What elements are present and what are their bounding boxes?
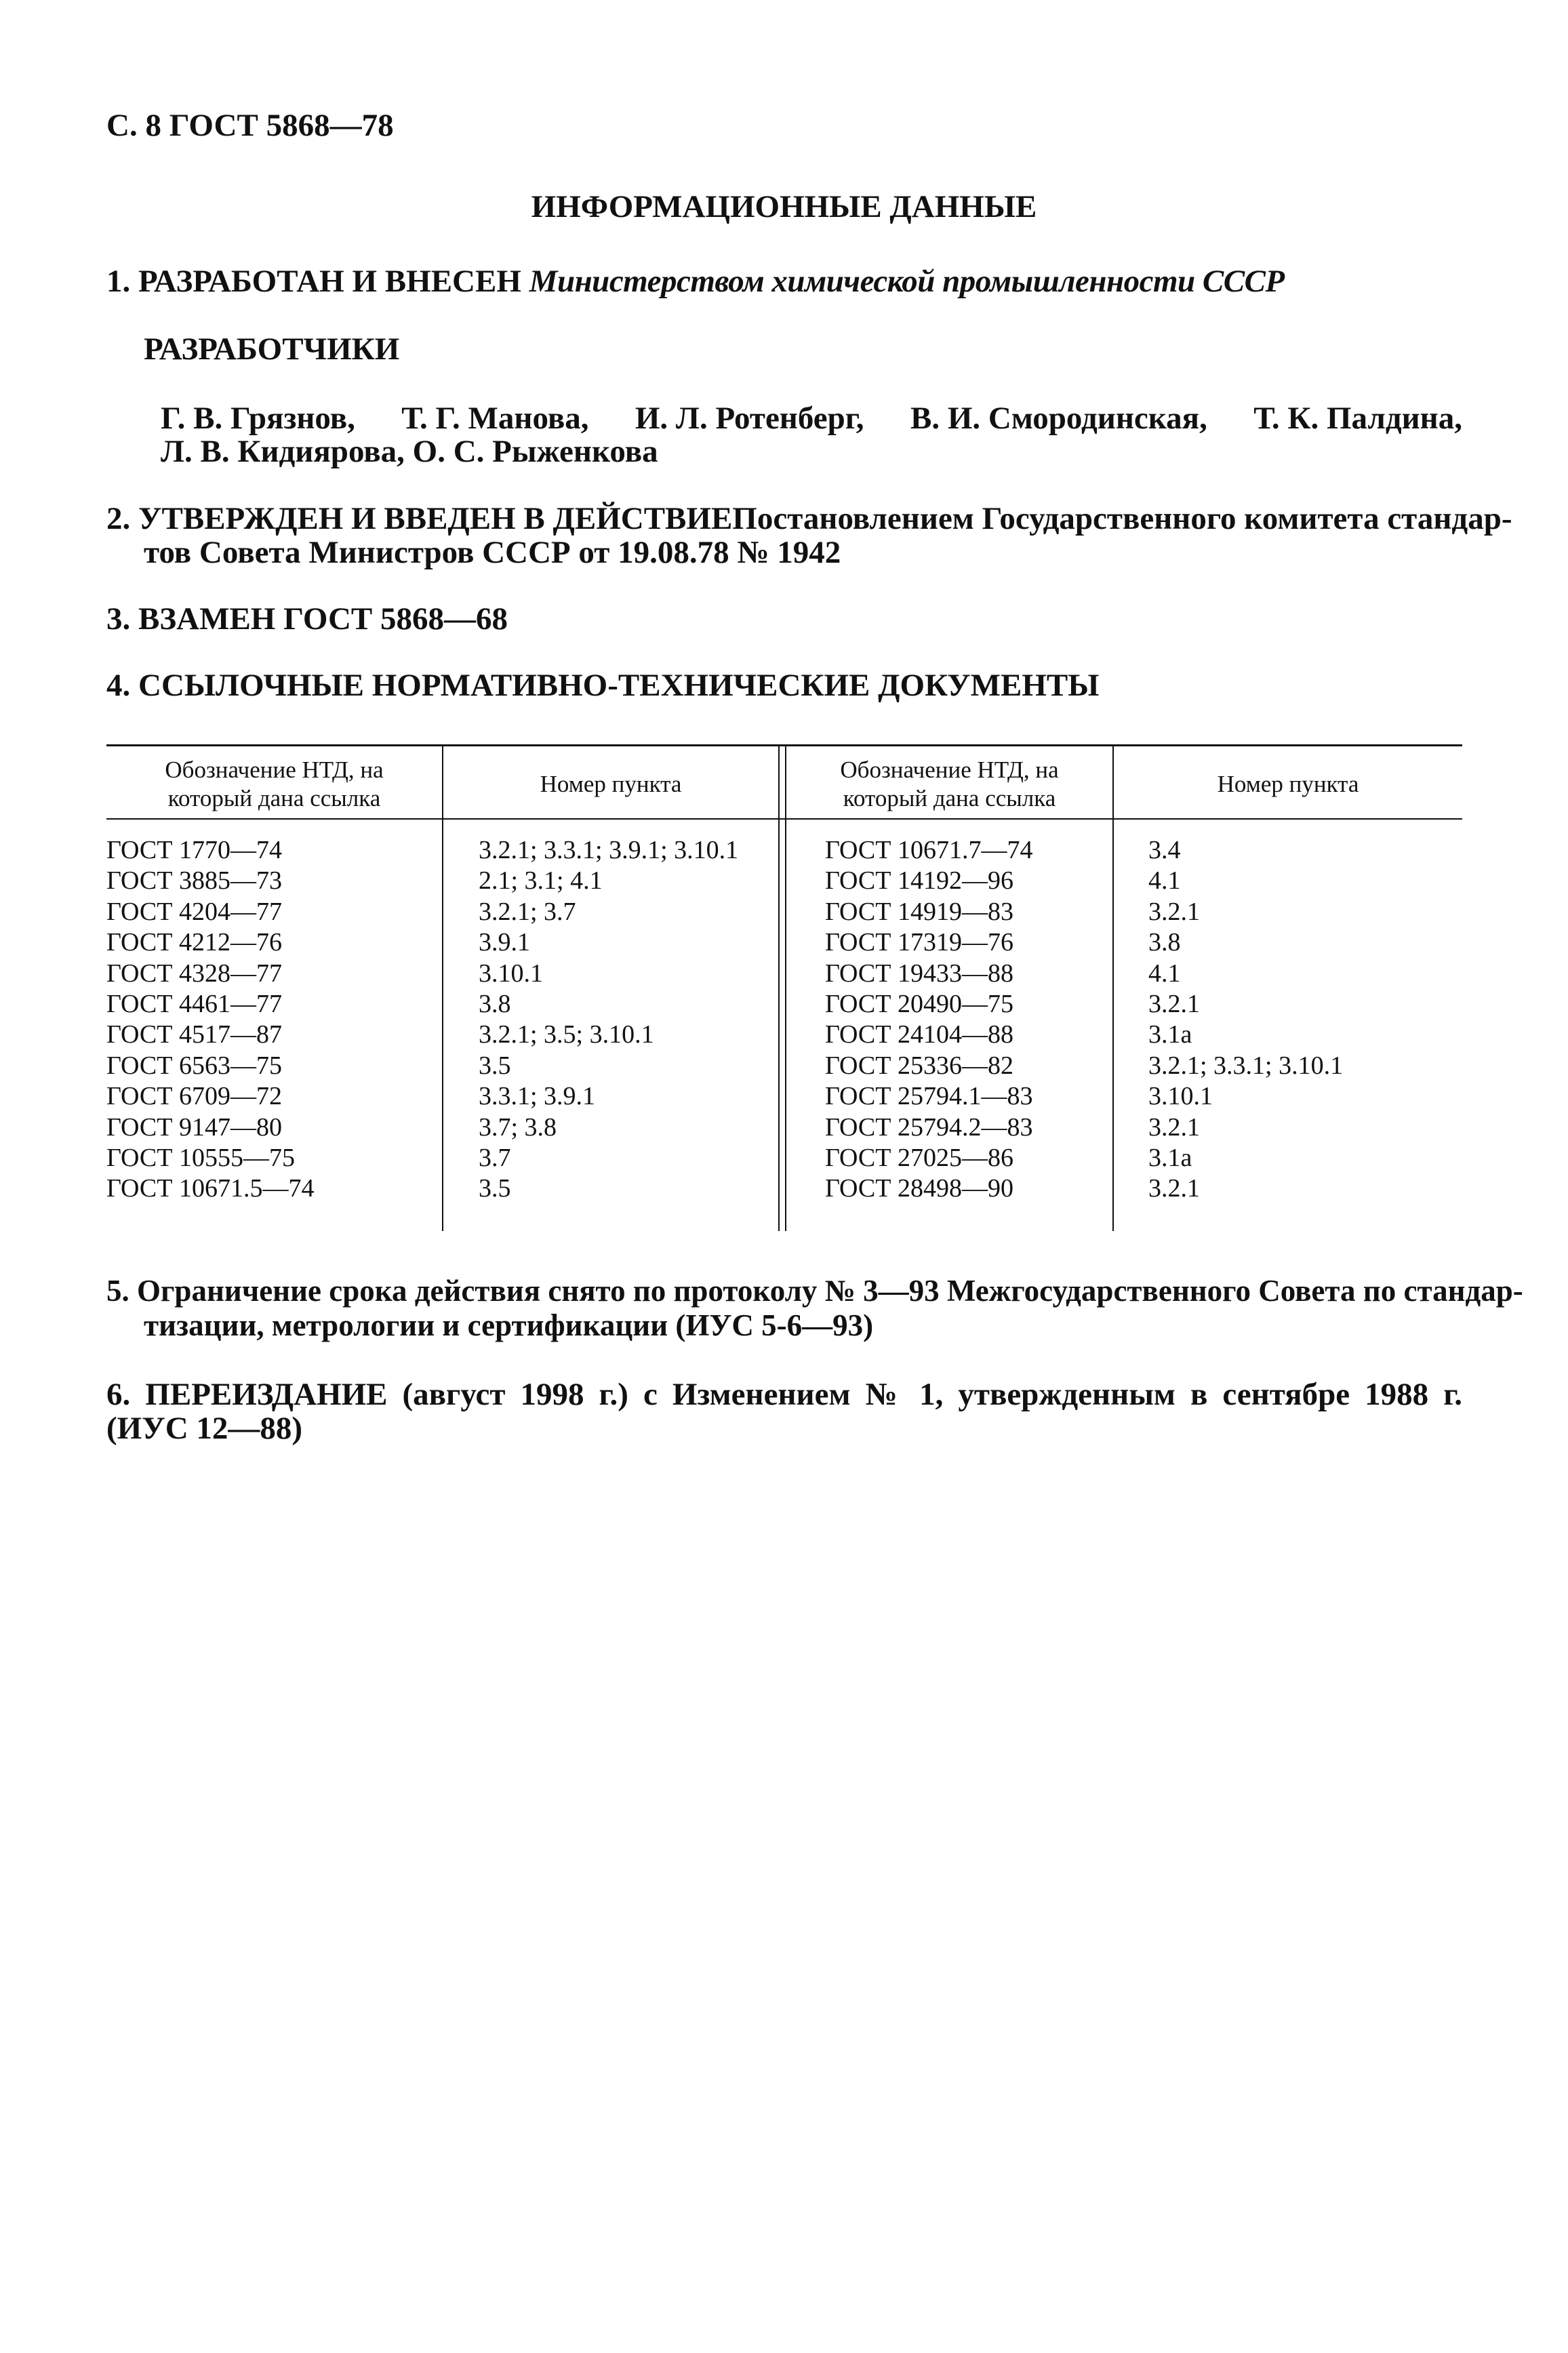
item-1-label: 1. РАЗРАБОТАН И ВНЕСЕН bbox=[106, 264, 521, 299]
table-cell: ГОСТ 25336—82 bbox=[825, 1051, 1013, 1080]
table-cell: 3.2.1; 3.3.1; 3.9.1; 3.10.1 bbox=[479, 836, 739, 864]
table-header-rule bbox=[106, 818, 1462, 820]
table-cell: 3.8 bbox=[479, 989, 511, 1018]
item-1 bbox=[106, 263, 1285, 300]
table-cell: 2.1; 3.1; 4.1 bbox=[479, 866, 603, 896]
table-cell: 3.10.1 bbox=[479, 959, 543, 988]
developer-name: Т. Г. Манова, bbox=[401, 401, 589, 436]
developers-line-1 bbox=[161, 400, 1462, 437]
developers-line-2: Л. В. Кидиярова, О. С. Рыженкова bbox=[161, 434, 658, 469]
table-cell: 3.10.1 bbox=[1148, 1082, 1213, 1111]
table-cell: 3.5 bbox=[479, 1174, 511, 1203]
table-cell: ГОСТ 4328—77 bbox=[106, 959, 282, 988]
table-right-clause-column bbox=[1148, 835, 1343, 1205]
table-cell: ГОСТ 25794.1—83 bbox=[825, 1082, 1033, 1111]
table-cell: ГОСТ 10671.5—74 bbox=[106, 1174, 315, 1203]
table-cell: ГОСТ 4212—76 bbox=[106, 928, 282, 957]
table-double-divider bbox=[785, 746, 786, 1231]
table-column-divider bbox=[1112, 746, 1114, 1231]
table-header-designation: Обозначение НТД, на который дана ссылка bbox=[165, 757, 384, 811]
table-cell: ГОСТ 6709—72 bbox=[106, 1082, 282, 1111]
table-cell: 3.2.1 bbox=[1148, 1112, 1200, 1142]
table-cell: ГОСТ 4517—87 bbox=[106, 1020, 282, 1049]
table-cell: 3.2.1; 3.5; 3.10.1 bbox=[479, 1020, 654, 1049]
item-2-label: 2. УТВЕРЖДЕН И ВВЕДЕН В ДЕЙСТВИЕ bbox=[106, 501, 733, 536]
table-cell: ГОСТ 10671.7—74 bbox=[825, 836, 1033, 864]
developers-title: РАЗРАБОТЧИКИ bbox=[144, 331, 400, 367]
table-cell: ГОСТ 17319—76 bbox=[825, 928, 1013, 957]
table-cell: 3.5 bbox=[479, 1051, 511, 1080]
table-header-designation: Обозначение НТД, на который дана ссылка bbox=[840, 757, 1059, 811]
table-cell: ГОСТ 6563—75 bbox=[106, 1051, 282, 1080]
table-cell: 3.1а bbox=[1148, 1143, 1192, 1172]
table-cell: ГОСТ 9147—80 bbox=[106, 1112, 282, 1142]
table-cell: 3.7 bbox=[479, 1143, 511, 1172]
table-header-clause: Номер пункта bbox=[540, 771, 682, 797]
table-cell: 3.4 bbox=[1148, 836, 1181, 864]
table-cell: ГОСТ 19433—88 bbox=[825, 959, 1013, 988]
table-double-divider bbox=[778, 746, 780, 1231]
item-4: 4. ССЫЛОЧНЫЕ НОРМАТИВНО-ТЕХНИЧЕСКИЕ ДОКУМЕНТЫ bbox=[106, 668, 1100, 703]
table-cell: ГОСТ 10555—75 bbox=[106, 1143, 295, 1172]
developer-name: В. И. Смородинская, bbox=[910, 401, 1207, 436]
table-cell: ГОСТ 20490—75 bbox=[825, 989, 1013, 1018]
item-1-text: Министерством химической промышленности СССР bbox=[529, 264, 1285, 299]
item-2-text-2: тов Совета Министров СССР от 19.08.78 № 1942 bbox=[144, 535, 841, 570]
table-cell: ГОСТ 1770—74 bbox=[106, 836, 282, 864]
page-title: ИНФОРМАЦИОННЫЕ ДАННЫЕ bbox=[531, 189, 1037, 224]
table-cell: 3.2.1; 3.7 bbox=[479, 897, 576, 926]
table-cell: 3.1а bbox=[1148, 1020, 1192, 1049]
table-cell: ГОСТ 3885—73 bbox=[106, 866, 282, 896]
item-6-line-2: (ИУС 12—88) bbox=[106, 1411, 303, 1446]
developer-name: И. Л. Ротенберг, bbox=[635, 401, 864, 436]
table-right-doc-column bbox=[825, 835, 1033, 1205]
item-3: 3. ВЗАМЕН ГОСТ 5868—68 bbox=[106, 601, 508, 637]
table-header-clause: Номер пункта bbox=[1217, 771, 1359, 797]
item-2-line-1 bbox=[106, 500, 1512, 537]
table-column-divider bbox=[442, 746, 443, 1231]
table-cell: 3.2.1; 3.3.1; 3.10.1 bbox=[1148, 1051, 1344, 1080]
table-left-doc-column bbox=[106, 835, 315, 1205]
table-top-rule bbox=[106, 744, 1462, 746]
developer-name: Г. В. Грязнов, bbox=[161, 401, 355, 436]
table-cell: 4.1 bbox=[1148, 866, 1181, 896]
table-cell: ГОСТ 4461—77 bbox=[106, 989, 282, 1018]
table-cell: ГОСТ 14919—83 bbox=[825, 897, 1013, 926]
table-left-clause-column bbox=[479, 835, 738, 1205]
table-cell: 3.8 bbox=[1148, 928, 1181, 957]
item-2-text-1: Постановлением Государственного комитета стандар- bbox=[732, 501, 1512, 536]
table-cell: 3.2.1 bbox=[1148, 989, 1200, 1018]
table-cell: 4.1 bbox=[1148, 959, 1181, 988]
page-header: С. 8 ГОСТ 5868—78 bbox=[106, 108, 394, 143]
table-cell: 3.3.1; 3.9.1 bbox=[479, 1082, 596, 1111]
table-cell: ГОСТ 27025—86 bbox=[825, 1143, 1013, 1172]
table-cell: 3.9.1 bbox=[479, 928, 530, 957]
item-5-line-1: 5. Ограничение срока действия снято по протоколу № 3—93 Межгосударственного Совета по стандар- bbox=[106, 1274, 1523, 1308]
table-cell: ГОСТ 4204—77 bbox=[106, 897, 282, 926]
table-cell: ГОСТ 25794.2—83 bbox=[825, 1112, 1033, 1142]
item-6-line-1: 6. ПЕРЕИЗДАНИЕ (август 1998 г.) с Изменением № 1, утвержденным в сентябре 1988 г. bbox=[106, 1377, 1462, 1412]
table-cell: ГОСТ 28498—90 bbox=[825, 1174, 1013, 1203]
table-cell: 3.2.1 bbox=[1148, 1174, 1200, 1203]
developer-name: Т. К. Палдина, bbox=[1253, 401, 1462, 436]
table-cell: 3.7; 3.8 bbox=[479, 1112, 557, 1142]
table-cell: ГОСТ 14192—96 bbox=[825, 866, 1013, 896]
item-5-line-2: тизации, метрологии и сертификации (ИУС 5-6—93) bbox=[144, 1308, 874, 1342]
table-cell: ГОСТ 24104—88 bbox=[825, 1020, 1013, 1049]
table-cell: 3.2.1 bbox=[1148, 897, 1200, 926]
